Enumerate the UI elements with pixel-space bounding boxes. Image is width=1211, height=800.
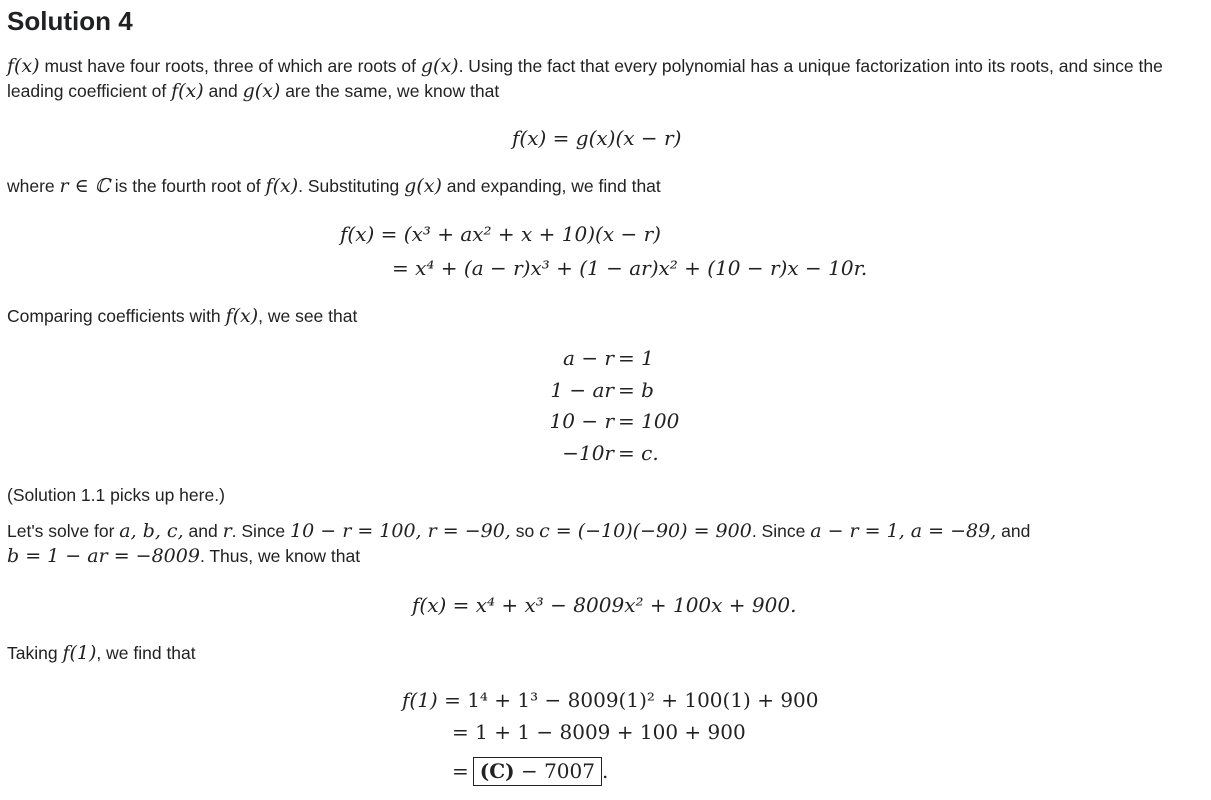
rhs: = x⁴ + (a − r)x³ + (1 − ar)x² + (10 − r)x − 10r. — [392, 256, 868, 280]
math-r: r — [222, 520, 232, 542]
math-fx: f(x) — [7, 55, 40, 77]
rhs: (x³ + ax² + x + 10)(x − r) — [403, 222, 661, 246]
text: Comparing coefficients with — [7, 306, 226, 326]
period: . — [601, 759, 609, 783]
math-f1: f(1) — [62, 642, 97, 664]
rhs: = 1⁴ + 1³ − 8009(1)² + 100(1) + 900 — [444, 688, 819, 712]
text: , we see that — [258, 306, 358, 326]
text: and — [996, 521, 1031, 541]
equals-sign: = — [452, 759, 469, 783]
rhs: = 1 + 1 − 8009 + 100 + 900 — [452, 720, 746, 744]
text: . Thus, we know that — [199, 546, 361, 566]
system-lhs-2: 1 − ar — [550, 378, 614, 402]
math-gx: g(x) — [420, 55, 459, 77]
system-rhs-4: = c. — [618, 441, 659, 465]
evaluation-line-2 — [452, 720, 746, 744]
paragraph-intro — [7, 54, 1197, 104]
lhs: f(1) — [402, 688, 445, 712]
text: Let's solve for — [7, 521, 120, 541]
math-r-in-c: r ∈ ℂ — [59, 175, 110, 197]
paragraph-taking — [7, 641, 1197, 666]
math-gx: g(x) — [242, 80, 281, 102]
math-vars: a, b, c, — [119, 520, 184, 542]
solution-heading: Solution 4 — [7, 6, 133, 36]
equation-factorization — [512, 126, 681, 150]
math-a-value: a − r = 1, a = −89, — [810, 520, 997, 542]
math-c-value: c = (−10)(−90) = 900 — [539, 520, 752, 542]
text: . Substituting — [298, 176, 405, 196]
system-rhs-3: = 100 — [618, 409, 680, 433]
math-fx: f(x) — [265, 175, 299, 197]
lhs: f(x) = — [340, 222, 404, 246]
equation-text: f(x) = x⁴ + x³ − 8009x² + 100x + 900. — [412, 593, 797, 617]
paragraph-substitution — [7, 174, 1197, 199]
text: Taking — [7, 643, 63, 663]
math-gx: g(x) — [404, 175, 442, 197]
text: are the same, we know that — [280, 81, 500, 101]
system-lhs-3: 10 − r — [549, 409, 614, 433]
equation-text: f(x) = g(x)(x − r) — [512, 126, 682, 150]
system-lhs-1: a − r — [563, 346, 614, 370]
paragraph-solve — [7, 519, 1197, 569]
text: . Using the fact that every polynomial has a unique factorization into its roots, and since the leading coefficient of — [7, 56, 1163, 101]
paragraph-note: (Solution 1.1 picks up here.) — [7, 485, 225, 505]
evaluation-line-3 — [452, 757, 608, 786]
expansion-line-1 — [340, 222, 661, 246]
answer-value: − 7007 — [514, 759, 595, 783]
text: . Since — [751, 521, 811, 541]
text: and — [183, 521, 223, 541]
evaluation-line-1 — [402, 688, 819, 712]
text: must have four roots, three of which are roots of — [39, 56, 421, 76]
system-lhs-4: −10r — [562, 441, 614, 465]
math-r-value: 10 − r = 100, r = −90, — [290, 520, 511, 542]
text: where — [7, 176, 60, 196]
expansion-line-2 — [392, 256, 867, 280]
text: , we find that — [96, 643, 196, 663]
system-rhs-1: = 1 — [618, 346, 654, 370]
text: and expanding, we find that — [441, 176, 661, 196]
text: and — [203, 81, 243, 101]
text: . Since — [231, 521, 291, 541]
math-b-value: b = 1 − ar = −8009 — [7, 545, 200, 567]
math-fx: f(x) — [225, 305, 259, 327]
paragraph-comparing — [7, 304, 1197, 329]
math-fx: f(x) — [171, 80, 204, 102]
text: so — [510, 521, 540, 541]
equation-polynomial — [412, 593, 796, 617]
text: is the fourth root of — [109, 176, 266, 196]
system-rhs-2: = b — [618, 378, 654, 402]
answer-choice: (C) — [479, 759, 515, 783]
answer-box — [473, 757, 602, 786]
